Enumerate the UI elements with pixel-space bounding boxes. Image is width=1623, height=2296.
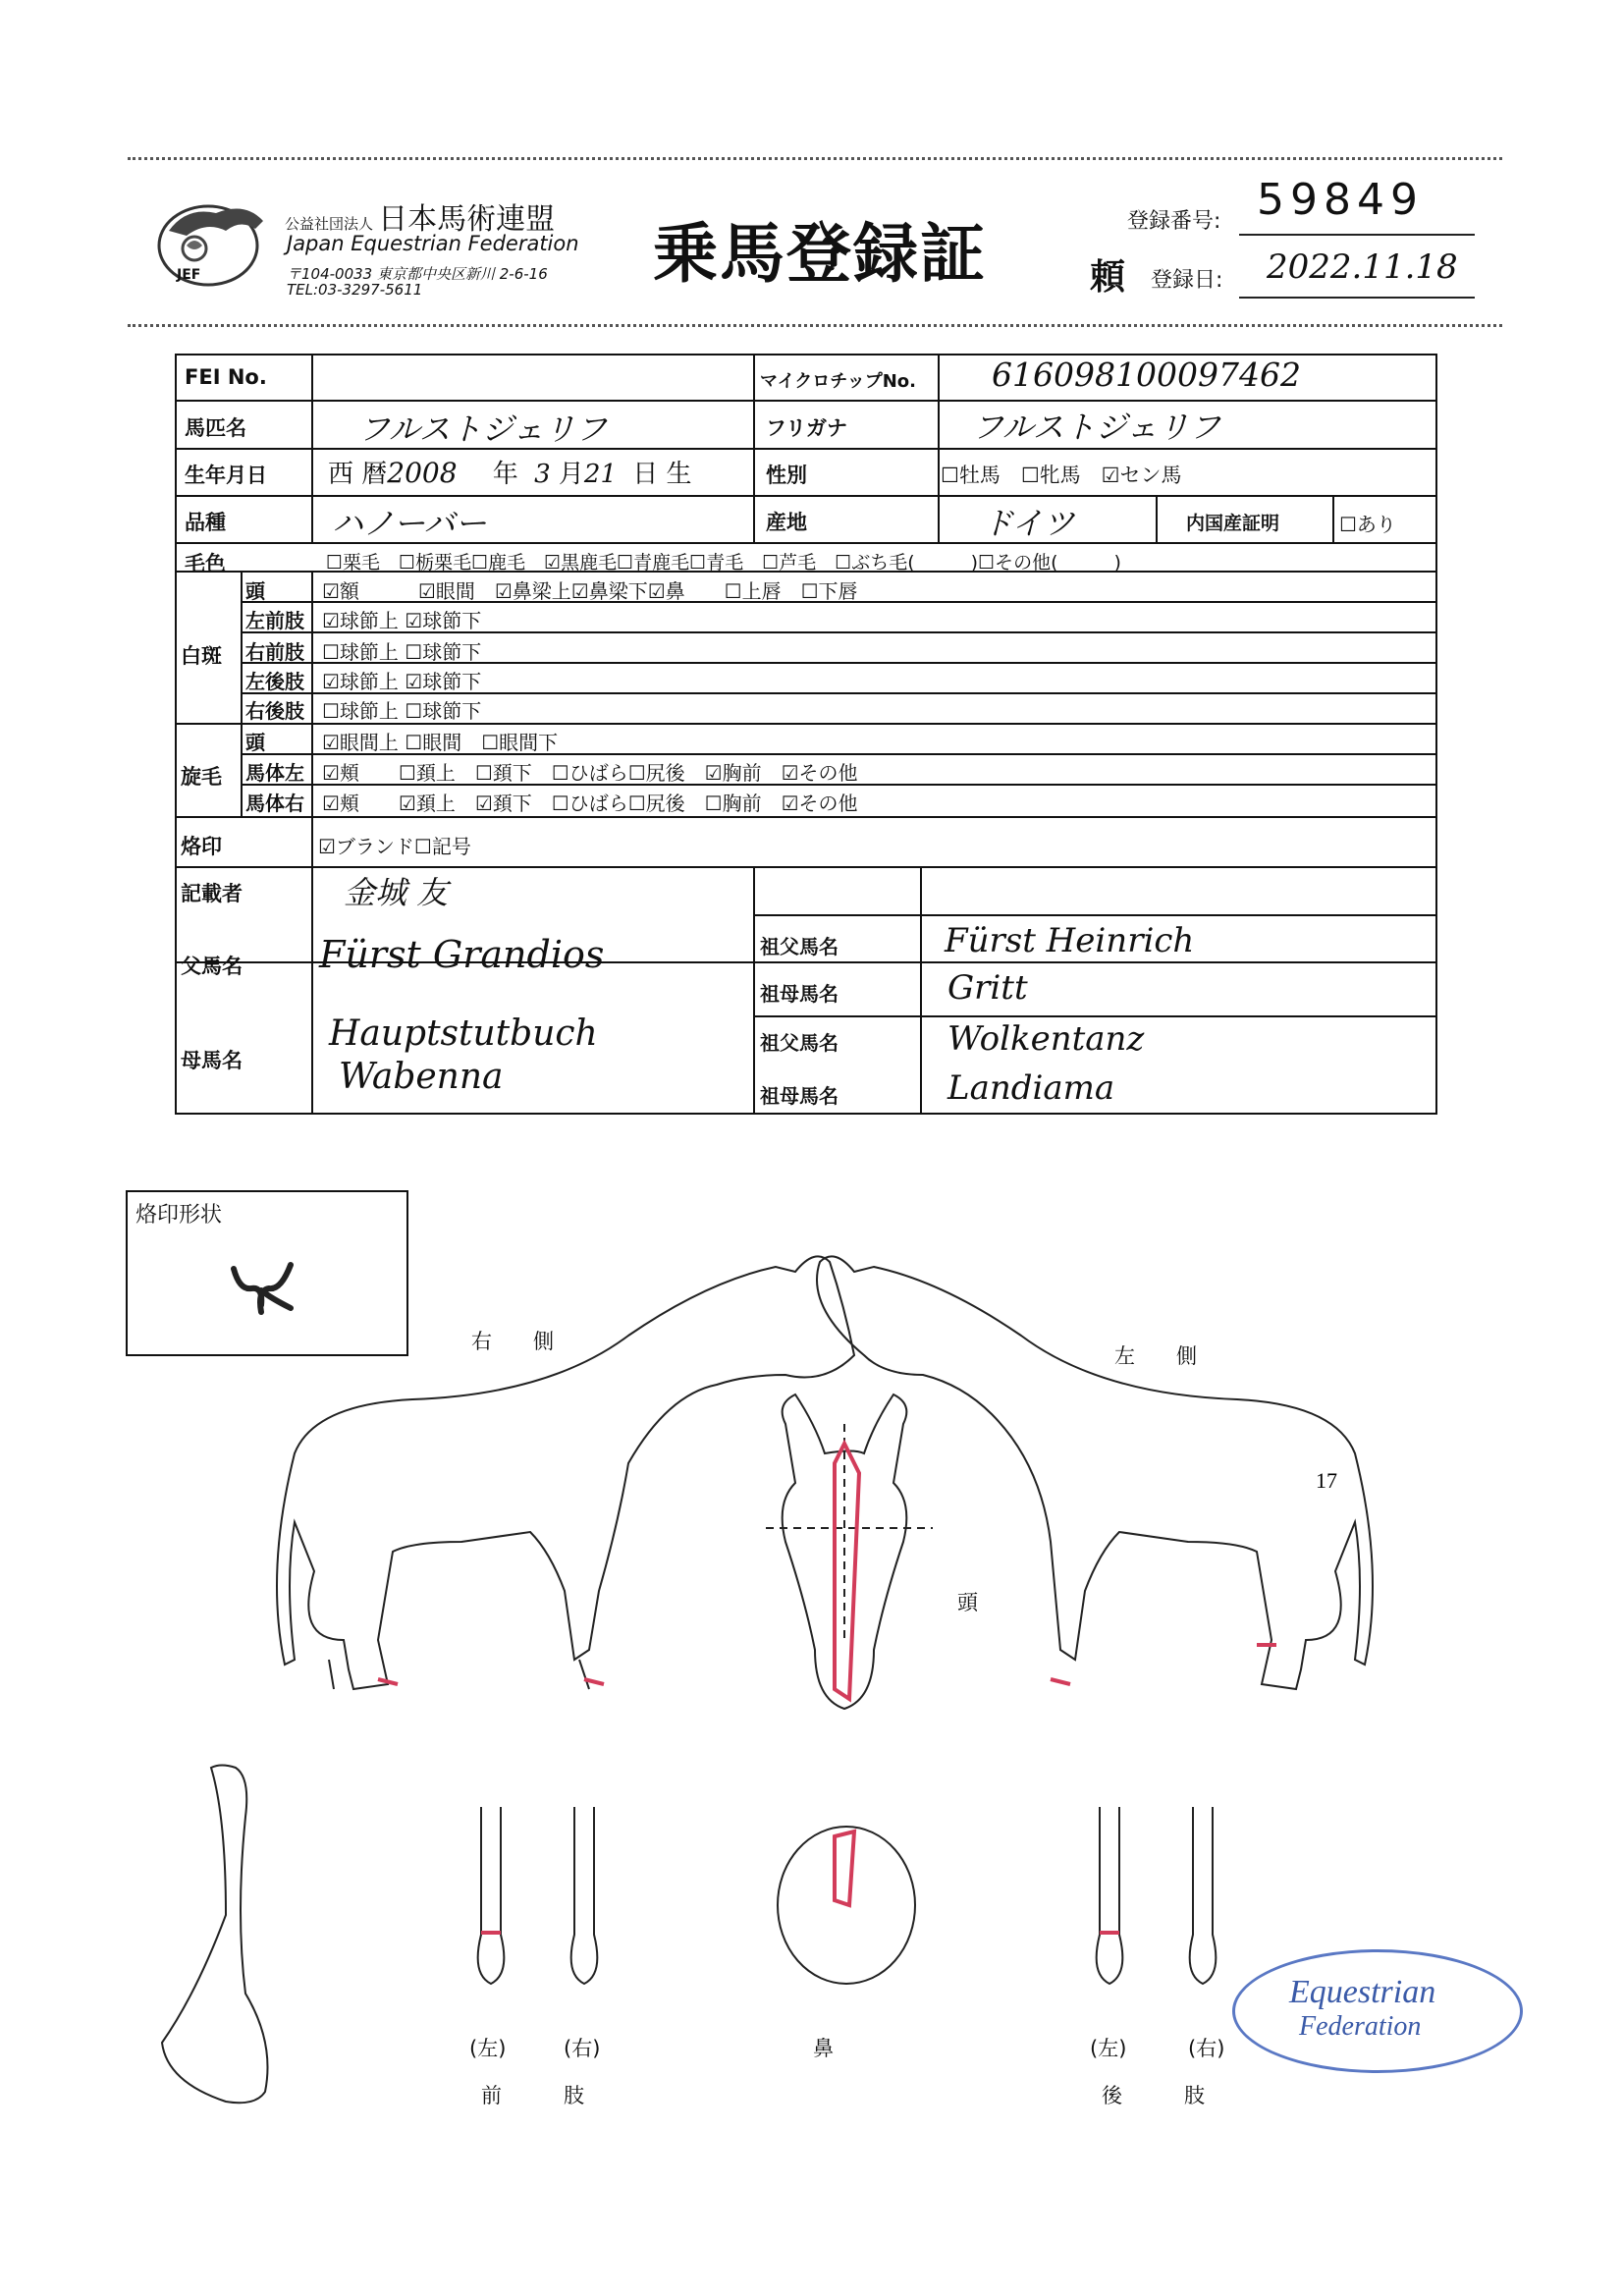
whorl-row-part: 馬体左 [245, 761, 304, 785]
horse-top-view-outline [162, 1766, 268, 2104]
origin-label: 産地 [766, 511, 807, 534]
fei-label: FEI No. [185, 365, 267, 389]
furigana-label: フリガナ [766, 416, 847, 440]
forelimb-right [571, 1807, 598, 1984]
reg-date-underline [1239, 297, 1475, 299]
sire-grandsire-value: Fürst Heinrich [945, 921, 1195, 960]
header-dotted-divider [128, 324, 1502, 327]
org-tel: TEL:03-3297-5611 [287, 281, 423, 299]
marking-right-hoof-front [378, 1679, 398, 1684]
birth-month: 3 [534, 460, 551, 489]
whorl-row-options: ☑眼間上 ☐眼間 ☐眼間下 [322, 731, 559, 754]
white-row-part: 左後肢 [245, 670, 304, 693]
chip-label: マイクロチップNo. [760, 371, 917, 392]
left-side-caption: 左 側 [1114, 1344, 1197, 1368]
dam-grandsire-value: Wolkentanz [947, 1019, 1145, 1059]
white-row-options: ☐球節上 ☐球節下 [322, 699, 482, 723]
birth-day: 21 [583, 460, 617, 489]
marking-head-stripe [835, 1444, 859, 1699]
brand-options: ☑ブランド☐記号 [318, 835, 471, 858]
dam-label: 母馬名 [181, 1049, 243, 1072]
sire-label: 父馬名 [181, 955, 243, 978]
dam-grandsire-label: 祖父馬名 [760, 1031, 839, 1055]
dam-value-line1: Hauptstutbuch [329, 1013, 598, 1054]
birth-day-unit: 日 生 [632, 460, 692, 489]
hindlimb-left [1097, 1807, 1123, 1984]
reg-no-value: 59849 [1257, 175, 1424, 225]
recorder-label: 記載者 [181, 882, 243, 905]
chip-value: 616098100097462 [992, 355, 1301, 394]
logo-text: JEF [177, 267, 201, 283]
org-address: 〒104-0033 東京都中央区新川 2-6-16 [287, 265, 548, 283]
sire-granddam-value: Gritt [947, 968, 1028, 1008]
head-caption: 頭 [957, 1591, 978, 1614]
muzzle-caption: 鼻 [813, 2037, 834, 2060]
brand-label: 烙印 [181, 835, 222, 858]
horse-right-side-outline [277, 1256, 854, 1689]
forelimb-left [478, 1807, 505, 1984]
stamp-text-line2: Federation [1299, 2011, 1422, 2042]
approval-seal: 頼 [1090, 256, 1126, 298]
white-row-part: 右後肢 [245, 699, 304, 723]
whorl-row-part: 頭 [245, 731, 265, 754]
hindlimb-right [1190, 1807, 1217, 1984]
sire-value: Fürst Grandios [319, 933, 605, 976]
marking-muzzle-stripe [835, 1831, 854, 1905]
hind-left-paren: (左) [1090, 2037, 1127, 2060]
dam-value-line2: Wabenna [339, 1057, 504, 1097]
birth-month-unit: 月 [558, 460, 584, 489]
breed-value: ハノーバー [332, 505, 487, 542]
whorl-row-options: ☑頬 ☐頚上 ☐頚下 ☐ひばら☐尻後 ☑胸前 ☑その他 [322, 761, 858, 785]
federation-stamp [1232, 1949, 1523, 2073]
breed-label: 品種 [185, 511, 226, 534]
birth-label: 生年月日 [185, 464, 267, 487]
birth-year-unit: 年 [492, 460, 518, 489]
birth-era: 西 暦 [328, 460, 388, 489]
sire-granddam-label: 祖母馬名 [760, 982, 839, 1006]
birth-date [328, 454, 692, 490]
hindlimb-caption: 後 肢 [1102, 2084, 1205, 2107]
sire-grandsire-label: 祖父馬名 [760, 935, 839, 958]
white-row-options: ☑額 ☑眼間 ☑鼻梁上☑鼻梁下☑鼻 ☐上唇 ☐下唇 [322, 579, 858, 603]
furigana-value: フルストジェリフ [972, 409, 1221, 446]
document-title: 乗馬登録証 [653, 216, 987, 292]
coat-label: 毛色 [185, 552, 226, 575]
hind-right-paren: (右) [1188, 2037, 1225, 2060]
whorl-row-options: ☑頬 ☑頚上 ☑頚下 ☐ひばら☐尻後 ☐胸前 ☑その他 [322, 792, 858, 815]
marking-left-fore-hoof [1051, 1679, 1070, 1684]
top-dotted-divider [128, 157, 1502, 160]
white-row-part: 右前肢 [245, 640, 304, 664]
reg-date-value: 2022.11.18 [1267, 247, 1458, 287]
org-name-jp: 日本馬術連盟 [378, 202, 556, 237]
recorder-value: 金城 友 [344, 874, 449, 911]
whorl-label: 旋毛 [181, 765, 222, 789]
coat-options: ☐栗毛 ☐栃栗毛☐鹿毛 ☑黒鹿毛☐青鹿毛☐青毛 ☐芦毛 ☐ぶち毛( )☐その他( ) [326, 552, 1121, 574]
sex-label: 性別 [766, 464, 807, 487]
dam-granddam-label: 祖母馬名 [760, 1084, 839, 1108]
stamp-text-line1: Equestrian [1289, 1974, 1436, 2010]
forelimb-caption: 前 肢 [481, 2084, 584, 2107]
origin-value: ドイツ [982, 505, 1075, 542]
dam-granddam-value: Landiama [947, 1068, 1115, 1108]
right-side-caption: 右 側 [471, 1330, 554, 1353]
domestic-option: ☐あり [1339, 513, 1396, 536]
fore-left-paren: (左) [469, 2037, 507, 2060]
white-row-part: 頭 [245, 579, 265, 603]
fore-right-paren: (右) [564, 2037, 601, 2060]
reg-no-label: 登録番号: [1127, 209, 1221, 234]
org-prefix: 公益社団法人 [285, 215, 374, 233]
white-row-options: ☐球節上 ☐球節下 [322, 640, 482, 664]
jef-logo [147, 191, 280, 295]
reg-date-label: 登録日: [1151, 268, 1223, 293]
horse-left-side-outline [817, 1256, 1373, 1689]
horse-name-label: 馬匹名 [185, 416, 246, 440]
domestic-label: 内国産証明 [1186, 513, 1280, 534]
brand-shape-label: 烙印形状 [135, 1203, 223, 1228]
horse-name-value: フルストジェリフ [358, 410, 608, 448]
reg-no-underline [1239, 234, 1475, 236]
white-markings-label: 白斑 [181, 644, 222, 668]
birth-year: 2008 [387, 457, 458, 489]
white-row-options: ☑球節上 ☑球節下 [322, 670, 482, 693]
white-row-part: 左前肢 [245, 609, 304, 632]
sex-options: ☐牡馬 ☐牝馬 ☑セン馬 [941, 464, 1182, 487]
brand-mark-number: 17 [1316, 1468, 1337, 1493]
org-name-en: Japan Equestrian Federation [287, 232, 579, 255]
whorl-row-part: 馬体右 [245, 792, 304, 815]
white-row-options: ☑球節上 ☑球節下 [322, 609, 482, 632]
